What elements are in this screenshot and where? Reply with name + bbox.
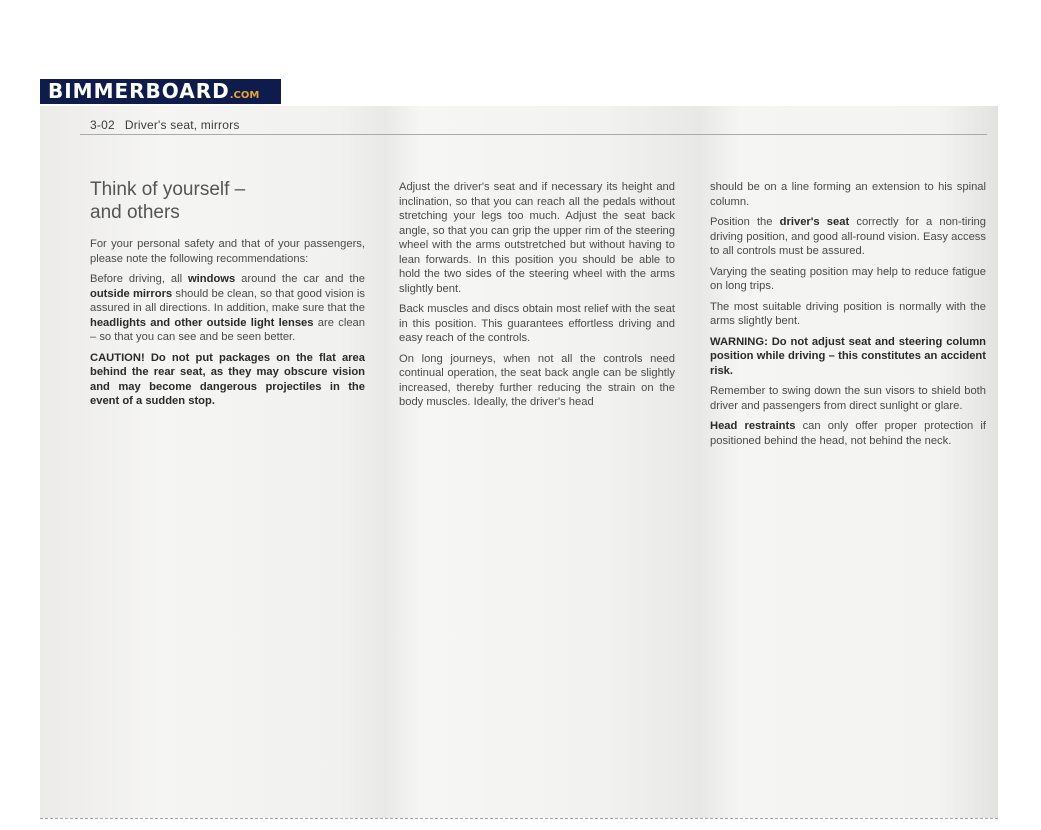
visibility-paragraph — [90, 272, 365, 345]
running-head — [90, 118, 240, 132]
header-rule — [80, 134, 987, 135]
column-1 — [90, 178, 365, 415]
logo-suffix: .COM — [229, 90, 260, 101]
text-run: correctly for a non-tiring driving position, and good all-round vision. Easy access to all controls must be assured. — [710, 216, 987, 257]
bimmerboard-logo[interactable] — [40, 79, 281, 104]
bold-term: windows — [187, 273, 236, 285]
text-run: around the car and the — [235, 273, 365, 285]
text-run: Position the — [710, 216, 780, 228]
page-bottom-edge — [40, 818, 998, 819]
logo-text: BIMMERBOARD — [48, 79, 230, 103]
back-muscles-paragraph: Back muscles and discs obtain most relief with the seat in this position. This guarantees effortless driving and easy reach of the controls. — [399, 303, 675, 344]
title-line-2: and others — [90, 202, 180, 223]
intro-paragraph: For your personal safety and that of your passengers, please note the following recommendations: — [90, 238, 365, 265]
column-2 — [399, 180, 675, 416]
long-journeys-paragraph: On long journeys, when not all the controls need continual operation, the seat back angle can be slightly increased, thereby further reducing the strain on the body muscles. Ideally, the driver's head — [399, 352, 675, 408]
bold-term: headlights and other outside light lenses — [90, 316, 314, 329]
page-number: 3-02 — [90, 118, 115, 132]
head-restraints-paragraph — [710, 419, 986, 448]
bold-term: driver's seat — [779, 216, 850, 228]
text-run: should be clean, so that good vision is assured in all directions. In addition, make sure that the — [90, 287, 365, 314]
caution-paragraph: CAUTION! Do not put packages on the flat area behind the rear seat, as they may obscure vision and may become dangerous projectiles in the event of a sudden stop. — [90, 351, 365, 407]
text-run: can only offer proper protection if positioned behind the head, not behind the neck. — [710, 420, 986, 447]
fatigue-paragraph: Varying the seating position may help to reduce fatigue on long trips. — [710, 265, 986, 292]
driving-position-paragraph: The most suitable driving position is normally with the arms slightly bent. — [710, 300, 986, 327]
column-3 — [710, 180, 986, 454]
seat-adjust-paragraph: Adjust the driver's seat and if necessary its height and inclination, so that you can reach all the pedals without stretching your legs too much. Adjust the seat back angle, so that you can grip the upper rim of the steering wheel with the arms outstretched but without having to lean forwards. In this position you should be able to hold the two sides of the steering wheel with the arms slightly bent. — [399, 181, 675, 295]
sun-visors-paragraph: Remember to swing down the sun visors to shield both driver and passengers from direct sunlight or glare. — [710, 385, 986, 412]
position-seat-paragraph — [710, 215, 986, 259]
text-run: Before driving, all — [90, 273, 188, 285]
section-name: Driver's seat, mirrors — [124, 118, 240, 132]
bold-term: Head restraints — [710, 420, 796, 432]
bold-term: outside mirrors — [90, 287, 173, 300]
title-line-1: Think of yourself – — [90, 179, 246, 200]
text-run: are clean – so that you can see and be seen better. — [90, 316, 366, 343]
spinal-column-paragraph: should be on a line forming an extension to his spinal column. — [710, 181, 986, 208]
section-title — [90, 178, 365, 224]
warning-paragraph: WARNING: Do not adjust seat and steering column position while driving – this constitutes an accident risk. — [710, 335, 986, 377]
